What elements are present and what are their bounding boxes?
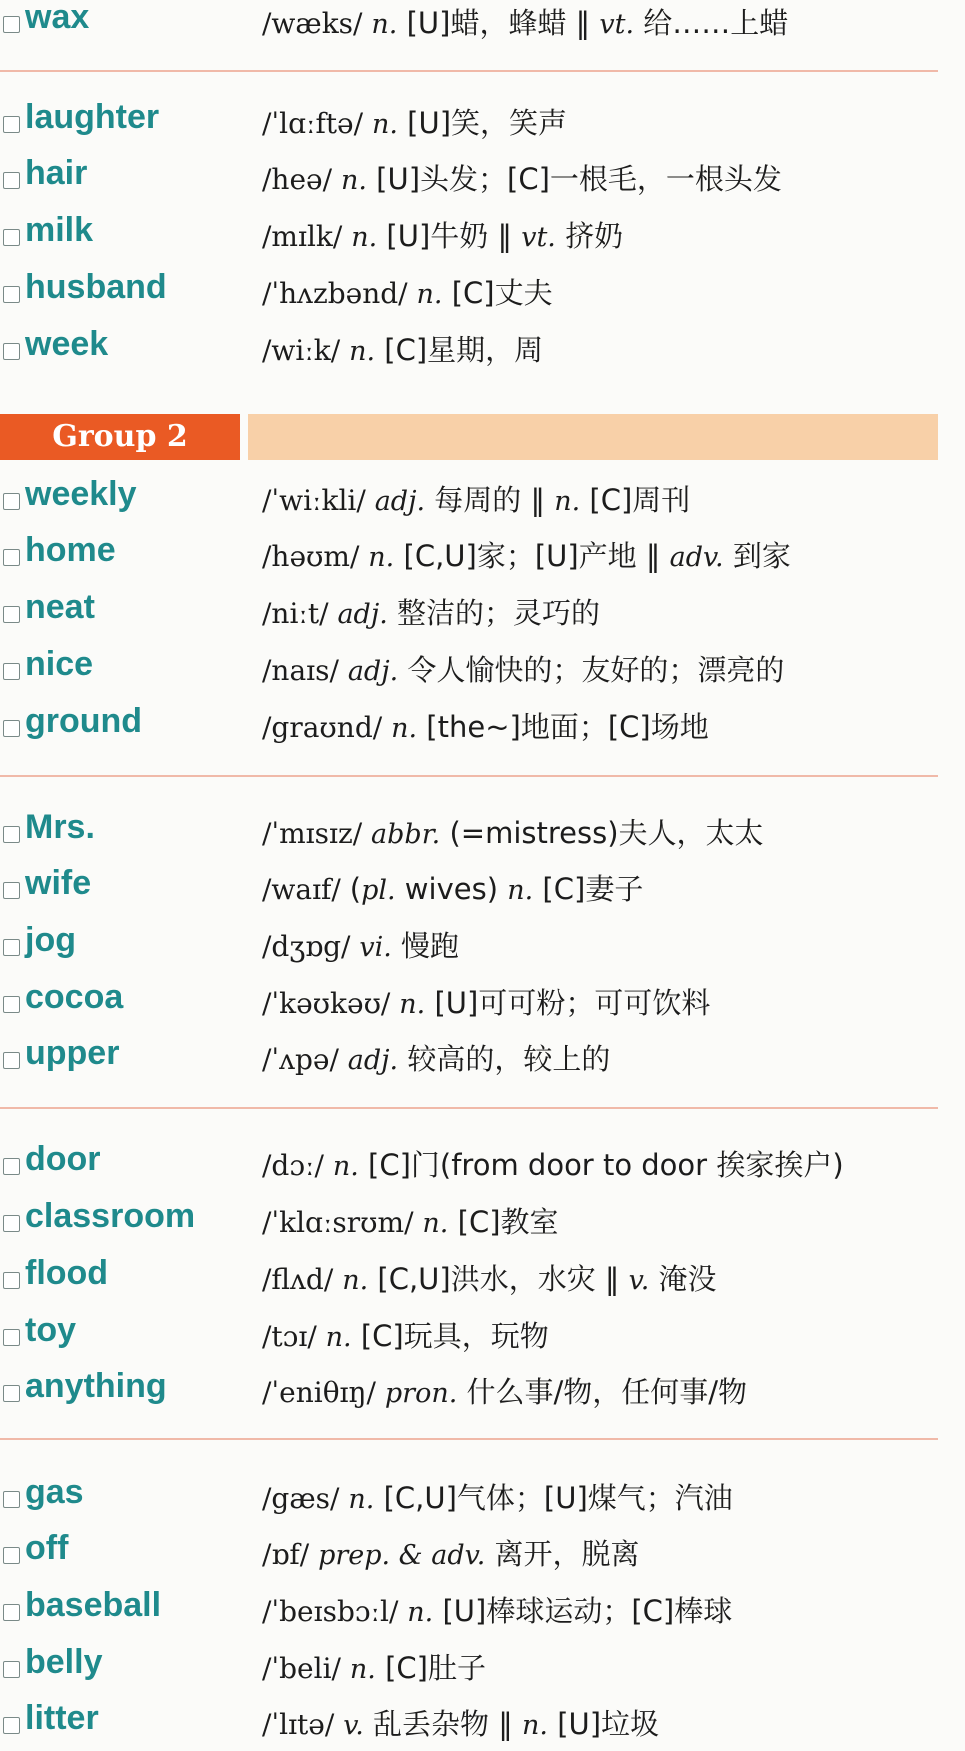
part-of-speech: v.: [628, 1265, 650, 1296]
definition: [262, 648, 784, 689]
part-of-speech: adj.: [374, 486, 426, 517]
vocab-entry: [0, 1136, 965, 1192]
phonetic: /ˈʌpə/: [262, 1043, 348, 1076]
headword: wax: [25, 0, 90, 36]
definition-text: [C]玩具，玩物: [351, 1319, 549, 1353]
definition: [262, 811, 764, 852]
phonetic: /niːt/: [262, 597, 338, 630]
definition: [262, 1143, 844, 1184]
definition-text: [U]头发；[C]一根毛，一根头发: [366, 162, 782, 196]
headword: hair: [25, 154, 88, 192]
group-header: [0, 414, 938, 460]
definition-text: 离开，脱离: [485, 1537, 640, 1571]
part-of-speech: adv.: [669, 542, 724, 573]
vocab-entry: [0, 974, 965, 1030]
part-of-speech: vi.: [359, 932, 392, 963]
vocab-entry: [0, 0, 965, 50]
definition-text: 给……上蜡: [634, 6, 789, 40]
definition: [262, 705, 709, 746]
definition-text: 每周的 ‖: [425, 483, 555, 517]
phonetic: /ˈbeɪsbɔːl/: [262, 1595, 408, 1628]
definition-text: 慢跑: [391, 929, 460, 963]
checkbox[interactable]: [3, 882, 20, 899]
headword: weekly: [25, 475, 137, 513]
part-of-speech: n.: [340, 165, 367, 196]
part-of-speech: adj.: [347, 1045, 399, 1076]
definition: [262, 591, 600, 632]
part-of-speech: n.: [407, 1597, 434, 1628]
definition-text: 较高的，较上的: [398, 1042, 611, 1076]
definition: [262, 478, 690, 519]
headword: week: [25, 325, 109, 363]
phonetic: /ˈklɑːsrʊm/: [262, 1206, 423, 1239]
definition-text: [C,U]家；[U]产地 ‖: [394, 539, 670, 573]
headword: jog: [25, 921, 76, 959]
part-of-speech: pl.: [361, 875, 396, 906]
vocab-entry: [0, 321, 965, 377]
definition-text: [C,U]洪水，水灾 ‖: [368, 1262, 629, 1296]
definition: [262, 157, 782, 198]
vocab-entry: [0, 150, 965, 206]
part-of-speech: n.: [507, 875, 534, 906]
checkbox[interactable]: [3, 343, 20, 360]
headword: cocoa: [25, 978, 124, 1016]
definition: [262, 867, 643, 908]
phonetic: /ˈhʌzbənd/: [262, 277, 417, 310]
part-of-speech: vt.: [599, 9, 635, 40]
checkbox[interactable]: [3, 1329, 20, 1346]
vocab-entry: [0, 1030, 965, 1086]
vocab-entry: [0, 860, 965, 916]
headword: Mrs.: [25, 808, 95, 846]
checkbox[interactable]: [3, 229, 20, 246]
checkbox[interactable]: [3, 1604, 20, 1621]
definition-text: (=mistress)夫人，太太: [440, 816, 764, 850]
phonetic: /wiːk/: [262, 334, 350, 367]
phonetic: /waɪf/: [262, 873, 350, 906]
definition: [262, 1370, 747, 1411]
checkbox[interactable]: [3, 549, 20, 566]
definition-text: 乱丢杂物 ‖: [363, 1707, 522, 1741]
phonetic: /ˈkəʊkəʊ/: [262, 987, 400, 1020]
definition-text: [U]可可粉；可可饮料: [425, 986, 711, 1020]
phonetic: /ˈlɑːftə/: [262, 107, 372, 140]
headword: home: [25, 531, 116, 569]
vocab-entry: [0, 1582, 965, 1638]
definition: [262, 1702, 659, 1743]
checkbox[interactable]: [3, 1547, 20, 1564]
checkbox[interactable]: [3, 1385, 20, 1402]
definition-text: [U]棒球运动；[C]棒球: [433, 1594, 733, 1628]
definition-text: [C]丈夫: [442, 276, 553, 310]
headword: flood: [25, 1254, 109, 1292]
phonetic: /wæks/: [262, 7, 372, 40]
headword: baseball: [25, 1586, 162, 1624]
headword: anything: [25, 1367, 167, 1405]
phonetic: /naɪs/: [262, 654, 348, 687]
checkbox[interactable]: [3, 606, 20, 623]
definition-text: wives): [395, 872, 508, 906]
definition: [262, 328, 543, 369]
definition: [262, 101, 567, 142]
phonetic: /heə/: [262, 163, 341, 196]
definition-text: [U]笑，笑声: [397, 106, 568, 140]
definition-text: 什么事/物，任何事/物: [457, 1375, 748, 1409]
definition-text: [C,U]气体；[U]煤气；汽油: [374, 1481, 733, 1515]
part-of-speech: pron.: [384, 1378, 458, 1409]
vocab-entry: [0, 471, 965, 527]
group-header-fill: [248, 414, 938, 460]
definition: [262, 1200, 559, 1241]
headword: door: [25, 1140, 101, 1178]
part-of-speech: n.: [368, 542, 395, 573]
definition-text: 令人愉快的；友好的；漂亮的: [398, 653, 785, 687]
part-of-speech: n.: [522, 1710, 548, 1741]
definition: [262, 1, 788, 42]
part-of-speech: prep. & adv.: [318, 1540, 486, 1571]
definition: [262, 214, 623, 255]
phonetic: /dʒɒg/: [262, 930, 360, 963]
phonetic: /ˈwiːkli/: [262, 484, 375, 517]
headword: neat: [25, 588, 95, 626]
definition-text: (: [349, 872, 362, 906]
definition-text: [C]门(from door to door 挨家挨户): [358, 1148, 844, 1182]
part-of-speech: abbr.: [371, 819, 441, 850]
definition-text: [C]妻子: [533, 872, 644, 906]
group-label: Group 2: [0, 414, 240, 460]
phonetic: /graʊnd/: [262, 711, 392, 744]
headword: ground: [25, 702, 143, 740]
headword: toy: [25, 1311, 76, 1349]
checkbox[interactable]: [3, 1717, 20, 1734]
definition-text: [C]肚子: [375, 1651, 486, 1685]
vocab-entry: [0, 1250, 965, 1306]
definition: [262, 534, 791, 575]
headword: gas: [25, 1473, 84, 1511]
definition: [262, 1476, 733, 1517]
definition: [262, 1037, 610, 1078]
definition: [262, 1257, 717, 1298]
headword: wife: [25, 864, 92, 902]
definition-text: [C]星期，周: [375, 333, 544, 367]
definition-text: [C]教室: [448, 1205, 559, 1239]
vocab-entry: [0, 207, 965, 263]
phonetic: /ˈeniθɪŋ/: [262, 1376, 385, 1409]
headword: nice: [25, 645, 94, 683]
phonetic: /dɔː/: [262, 1149, 333, 1182]
vocab-entry: [0, 527, 965, 583]
checkbox[interactable]: [3, 1215, 20, 1232]
checkbox[interactable]: [3, 720, 20, 737]
checkbox[interactable]: [3, 116, 20, 133]
definition-text: [C]周刊: [580, 483, 691, 517]
headword: belly: [25, 1643, 103, 1681]
definition: [262, 1532, 640, 1573]
definition: [262, 1589, 732, 1630]
phonetic: /ˈlɪtə/: [262, 1708, 344, 1741]
checkbox[interactable]: [3, 1661, 20, 1678]
vocab-entry: [0, 584, 965, 640]
part-of-speech: n.: [391, 713, 418, 744]
definition-text: 到家: [723, 539, 791, 573]
part-of-speech: n.: [342, 1265, 369, 1296]
part-of-speech: n.: [325, 1322, 352, 1353]
vocab-entry: [0, 264, 965, 320]
checkbox[interactable]: [3, 1158, 20, 1175]
phonetic: /ˈmɪsɪz/: [262, 817, 372, 850]
definition: [262, 981, 710, 1022]
definition-text: [U]垃圾: [547, 1707, 660, 1741]
headword: upper: [25, 1034, 120, 1072]
part-of-speech: n.: [349, 1654, 376, 1685]
checkbox[interactable]: [3, 286, 20, 303]
checkbox[interactable]: [3, 1491, 20, 1508]
section-divider: [0, 1438, 938, 1440]
vocab-entry: [0, 917, 965, 973]
part-of-speech: v.: [343, 1710, 364, 1741]
part-of-speech: n.: [371, 109, 398, 140]
part-of-speech: n.: [348, 1484, 375, 1515]
part-of-speech: n.: [416, 279, 443, 310]
checkbox[interactable]: [3, 172, 20, 189]
part-of-speech: n.: [554, 486, 581, 517]
checkbox[interactable]: [3, 1052, 20, 1069]
definition: [262, 1314, 549, 1355]
vocab-entry: [0, 804, 965, 860]
checkbox[interactable]: [3, 996, 20, 1013]
definition-text: [U]牛奶 ‖: [377, 219, 522, 253]
vocab-entry: [0, 698, 965, 754]
definition: [262, 924, 459, 965]
checkbox[interactable]: [3, 16, 20, 33]
part-of-speech: adj.: [347, 656, 399, 687]
definition-text: [the~]地面；[C]场地: [417, 710, 709, 744]
definition-text: 整洁的；灵巧的: [387, 596, 601, 630]
part-of-speech: vt.: [521, 222, 556, 253]
vocab-entry: [0, 1307, 965, 1363]
section-divider: [0, 70, 938, 72]
part-of-speech: n.: [351, 222, 378, 253]
part-of-speech: n.: [422, 1208, 449, 1239]
definition: [262, 271, 553, 312]
headword: litter: [25, 1699, 99, 1737]
section-divider: [0, 775, 938, 777]
headword: off: [25, 1529, 69, 1567]
part-of-speech: n.: [332, 1151, 359, 1182]
phonetic: /flʌd/: [262, 1263, 343, 1296]
phonetic: /ɒf/: [262, 1538, 319, 1571]
section-divider: [0, 1107, 938, 1109]
vocab-entry: [0, 94, 965, 150]
headword: husband: [25, 268, 167, 306]
vocab-entry: [0, 1363, 965, 1419]
vocab-entry: [0, 1469, 965, 1525]
phonetic: /ˈbeli/: [262, 1652, 350, 1685]
definition-text: 淹没: [649, 1262, 717, 1296]
headword: milk: [25, 211, 94, 249]
headword: classroom: [25, 1197, 196, 1235]
definition-text: 挤奶: [555, 219, 624, 253]
part-of-speech: n.: [399, 989, 426, 1020]
headword: laughter: [25, 98, 160, 136]
vocab-entry: [0, 1639, 965, 1695]
phonetic: /həʊm/: [262, 540, 369, 573]
phonetic: /mɪlk/: [262, 220, 352, 253]
vocab-entry: [0, 641, 965, 697]
part-of-speech: adj.: [337, 599, 388, 630]
checkbox[interactable]: [3, 939, 20, 956]
checkbox[interactable]: [3, 493, 20, 510]
checkbox[interactable]: [3, 663, 20, 680]
vocab-entry: [0, 1193, 965, 1249]
part-of-speech: n.: [371, 9, 398, 40]
part-of-speech: n.: [349, 336, 376, 367]
checkbox[interactable]: [3, 1272, 20, 1289]
vocab-entry: [0, 1525, 965, 1581]
definition-text: [U]蜡，蜂蜡 ‖: [397, 6, 600, 40]
checkbox[interactable]: [3, 826, 20, 843]
definition: [262, 1646, 486, 1687]
phonetic: /tɔɪ/: [262, 1320, 326, 1353]
phonetic: /gæs/: [262, 1482, 349, 1515]
